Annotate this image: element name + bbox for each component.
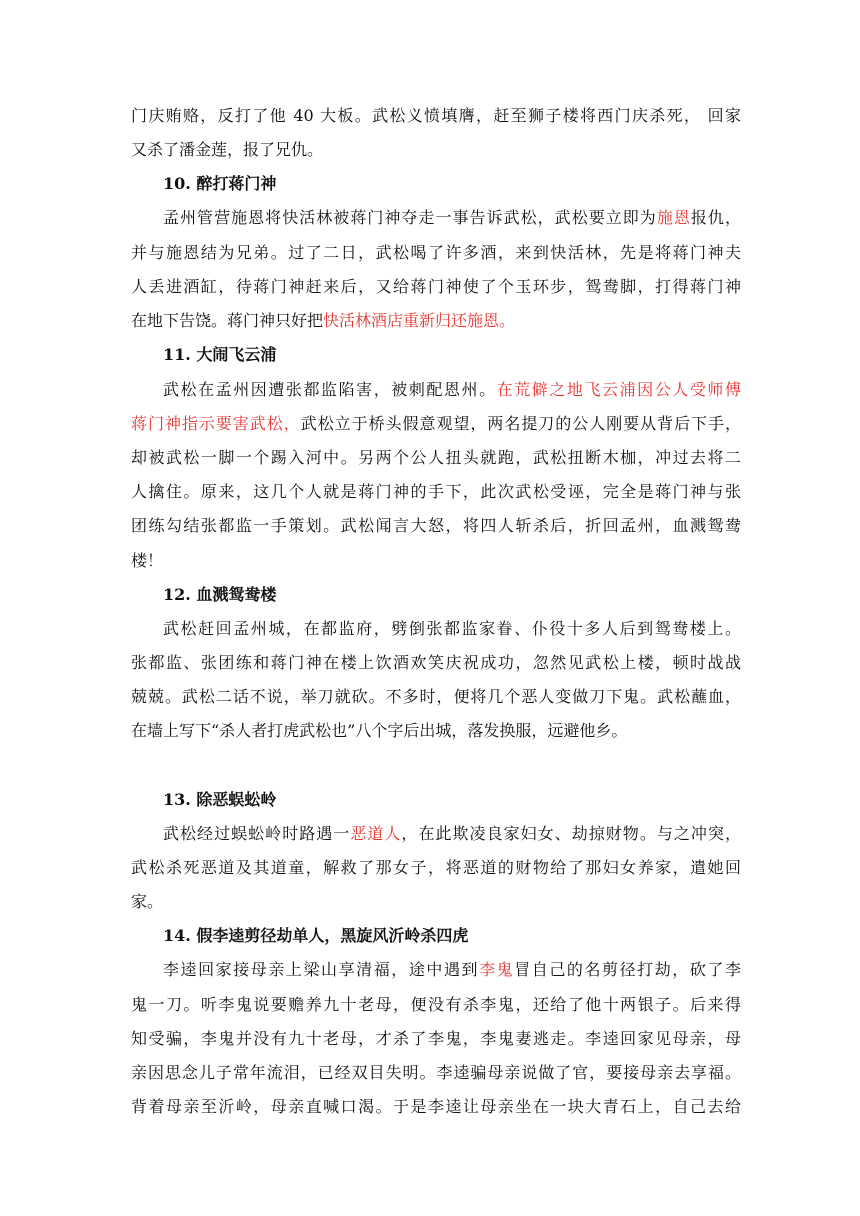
- section-heading: 11. 大闹飞云浦: [163, 345, 277, 364]
- paragraph-line: 家。: [131, 892, 164, 911]
- paragraph-line: 武松在孟州因遭张都监陷害，被刺配恩州。在荒僻之地飞云浦因公人受师傅: [163, 380, 741, 399]
- paragraph-line: 楼！: [131, 551, 164, 570]
- section-heading: 12. 血溅鸳鸯楼: [163, 585, 277, 604]
- paragraph-line: 人擒住。原来，这几个人就是蒋门神的手下，此次武松受诬，完全是蒋门神与张: [131, 482, 741, 501]
- paragraph-line: 蒋门神指示要害武松，武松立于桥头假意观望，两名提刀的公人刚要从背后下手，: [131, 414, 741, 433]
- paragraph-line: 却被武松一脚一个踢入河中。另两个公人扭头就跑，武松扭断木枷，冲过去将二: [131, 448, 741, 467]
- section-heading: 13. 除恶蜈蚣岭: [163, 790, 277, 809]
- highlighted-text: 蒋门神指示要害武松，: [131, 414, 301, 433]
- highlighted-text: 快活林酒店重新归还施恩。: [323, 311, 516, 330]
- paragraph-line: 武松经过蜈蚣岭时路遇一恶道人，在此欺凌良家妇女、劫掠财物。与之冲突，: [163, 824, 741, 843]
- paragraph-line: 兢兢。武松二话不说，举刀就砍。不多时，便将几个恶人变做刀下鬼。武松蘸血，: [131, 687, 741, 706]
- paragraph-line: 孟州管营施恩将快活林被蒋门神夺走一事告诉武松，武松要立即为施恩报仇，: [163, 208, 741, 227]
- highlighted-text: 恶道人: [350, 824, 402, 843]
- paragraph-line: 门庆贿赂，反打了他 40 大板。武松义愤填膺，赶至狮子楼将西门庆杀死， 回家: [131, 106, 741, 125]
- paragraph-line: 武松杀死恶道及其道童，解救了那女子，将恶道的财物给了那妇女养家，遣她回: [131, 858, 741, 877]
- paragraph-line: 团练勾结张都监一手策划。武松闻言大怒，将四人斩杀后，折回孟州，血溅鸳鸯: [131, 516, 741, 535]
- paragraph-line: 并与施恩结为兄弟。过了二日，武松喝了许多酒，来到快活林，先是将蒋门神夫: [131, 243, 741, 262]
- paragraph-line: 鬼一刀。听李鬼说要赡养九十老母，便没有杀李鬼，还给了他十两银子。后来得: [131, 995, 741, 1014]
- paragraph-line: 背着母亲至沂岭，母亲直喊口渴。于是李逵让母亲坐在一块大青石上，自己去给: [131, 1097, 741, 1116]
- paragraph-line: 亲因思念儿子常年流泪，已经双目失明。李逵骗母亲说做了官，要接母亲去享福。: [131, 1063, 741, 1082]
- paragraph-line: 在墙上写下“杀人者打虎武松也”八个字后出城，落发换服，远避他乡。: [131, 721, 628, 740]
- section-heading: 14. 假李逵剪径劫单人，黑旋风沂岭杀四虎: [163, 926, 469, 945]
- highlighted-text: 在荒僻之地飞云浦因公人受师傅: [496, 380, 741, 399]
- paragraph-line: 李逵回家接母亲上梁山享清福，途中遇到李鬼冒自己的名剪径打劫，砍了李: [163, 960, 741, 979]
- paragraph-line: 人丢进酒缸，待蒋门神赶来后，又给蒋门神使了个玉环步，鸳鸯脚，打得蒋门神: [131, 277, 741, 296]
- paragraph-line: 武松赶回孟州城，在都监府，劈倒张都监家眷、仆役十多人后到鸳鸯楼上。: [163, 619, 741, 638]
- paragraph-line: 知受骗，李鬼并没有九十老母，才杀了李鬼，李鬼妻逃走。李逵回家见母亲，母: [131, 1029, 741, 1048]
- paragraph-line: 在地下告饶。蒋门神只好把快活林酒店重新归还施恩。: [131, 311, 516, 330]
- paragraph-line: 又杀了潘金莲，报了兄仇。: [131, 140, 324, 159]
- highlighted-text: 施恩: [656, 208, 691, 227]
- highlighted-text: 李鬼: [479, 960, 515, 979]
- section-heading: 10. 醉打蒋门神: [163, 174, 277, 193]
- paragraph-line: 张都监、张团练和蒋门神在楼上饮酒欢笑庆祝成功，忽然见武松上楼，顿时战战: [131, 653, 741, 672]
